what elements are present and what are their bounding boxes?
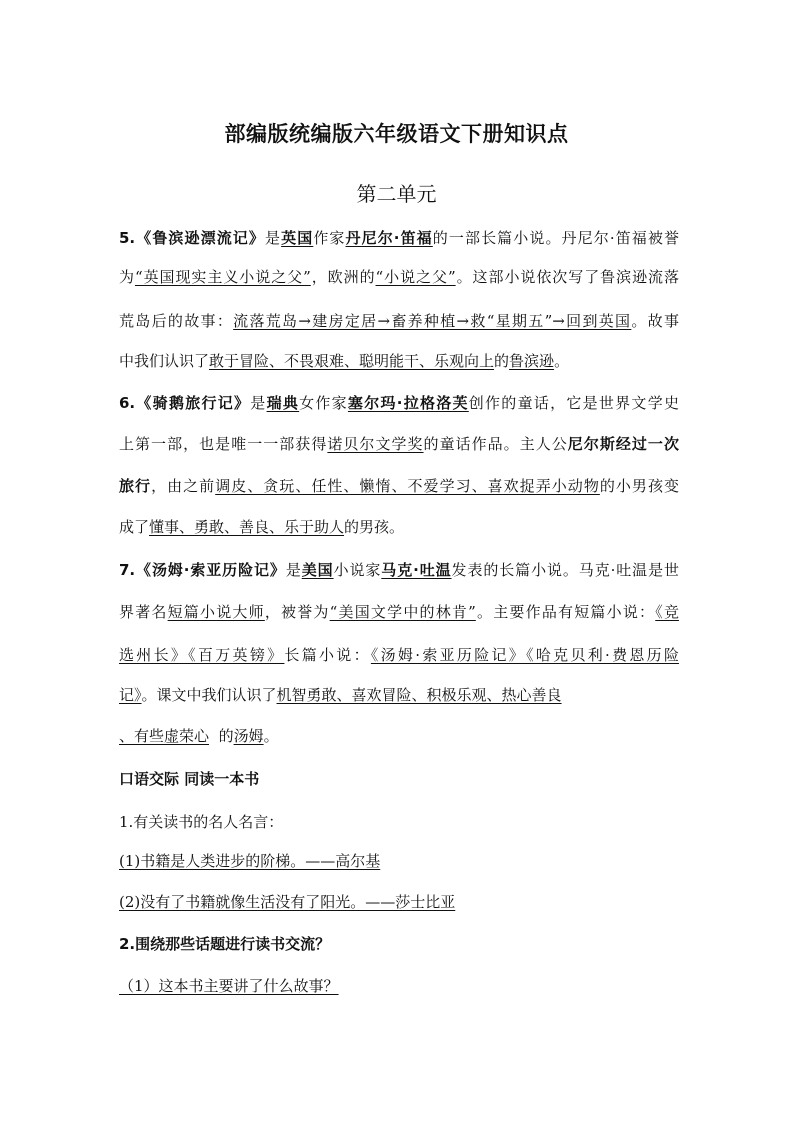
item7-line2: 界著名短篇小说大师，被誉为“美国文学中的林肯”。主要作品有短篇小说：《竞 [119,603,679,621]
book-title: 《骑鹅旅行记》 [135,394,251,412]
oral-q1: 1.有关读书的名人名言： [119,813,284,831]
unit-title: 第二单元 [356,182,437,206]
item5-line3: 荒岛后的故事：流落荒岛→建房定居→畜养种植→救“星期五”→回到英国。故事 [119,312,679,330]
oral-heading: 口语交际 同读一本书 [119,770,260,788]
topic-1: （1）这本书主要讲了什么故事？ [119,977,339,995]
book-title: 《汤姆·索亚历险记》 [135,561,286,579]
item6-line2: 上第一部，也是唯一一部获得诺贝尔文学奖的童话作品。主人公尼尔斯经过一次 [119,435,679,453]
quote-2: (2)没有了书籍就像生活没有了阳光。——莎士比亚 [119,893,456,911]
item6-line4: 成了懂事、勇敢、善良、乐于助人的男孩。 [119,518,405,536]
item5-line1: 5.《鲁滨逊漂流记》是英国作家丹尼尔·笛福的一部长篇小说。丹尼尔·笛福被誉 [119,229,679,247]
item6-line1: 6.《骑鹅旅行记》是瑞典女作家塞尔玛·拉格洛芙创作的童话，它是世界文学史 [119,394,679,412]
oral-q2: 2.围绕那些话题进行读书交流？ [119,935,331,953]
item7-line4: 记》。课文中我们认识了机智勇敢、喜欢冒险、积极乐观、热心善良 [119,686,562,704]
country: 英国 [281,229,314,247]
item7-line1: 7.《汤姆·索亚历险记》是美国小说家马克·吐温发表的长篇小说。马克·吐温是世 [119,561,679,579]
book-title: 《鲁滨逊漂流记》 [135,229,265,247]
quote-1: (1)书籍是人类进步的阶梯。——高尔基 [119,852,381,870]
author: 丹尼尔·笛福 [345,229,433,247]
item7-line3: 选州长》《百万英镑》长篇小说：《汤姆·索亚历险记》《哈克贝利·费恩历险 [119,646,679,664]
item5-line4: 中我们认识了敢于冒险、不畏艰难、聪明能干、乐观向上的鲁滨逊。 [119,352,570,370]
page-title: 部编版统编版六年级语文下册知识点 [224,122,569,146]
item7-line5: 、有些虚荣心 的汤姆。 [119,727,279,745]
item5-line2: 为“英国现实主义小说之父”，欧洲的“小说之父”。这部小说依次写了鲁滨逊流落 [119,268,679,286]
item6-line3: 旅行，由之前调皮、贪玩、任性、懒惰、不爱学习、喜欢捉弄小动物的小男孩变 [119,477,679,495]
